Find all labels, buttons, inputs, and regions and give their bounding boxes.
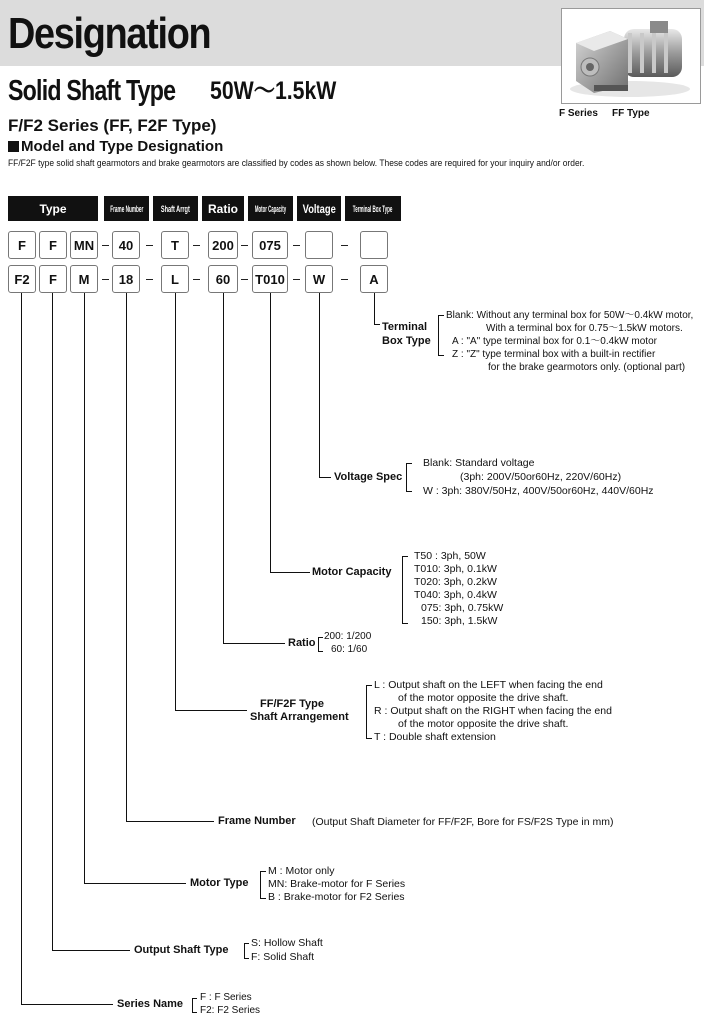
code-box-voltage-example1 bbox=[305, 231, 333, 259]
separator-dash bbox=[146, 279, 153, 280]
separator-dash bbox=[102, 245, 109, 246]
gearmotor-image bbox=[562, 9, 700, 103]
terminal-label-1: Terminal bbox=[382, 321, 428, 333]
series-name-label: Series Name bbox=[117, 998, 184, 1010]
shaft-line-1: L : Output shaft on the LEFT when facing the end bbox=[374, 679, 603, 691]
capacity-line-2: T010: 3ph, 0.1kW bbox=[414, 563, 497, 575]
code-box-terminal-example1 bbox=[360, 231, 388, 259]
connector-output-shaft bbox=[52, 293, 53, 950]
series-name-line-2: F2: F2 Series bbox=[200, 1005, 261, 1016]
ratio-line-1: 200: 1/200 bbox=[324, 631, 372, 642]
code-box-ratio-example1: 200 bbox=[208, 231, 238, 259]
code-box-frame-example2: 18 bbox=[112, 265, 140, 293]
separator-dash bbox=[241, 279, 248, 280]
connector-capacity bbox=[270, 293, 271, 572]
ratio-label: Ratio bbox=[288, 637, 316, 649]
shaft-bracket bbox=[366, 685, 372, 739]
terminal-label-2: Box Type bbox=[382, 335, 431, 347]
voltage-bracket bbox=[406, 463, 412, 492]
code-box-shaft-arrgt-example2: L bbox=[161, 265, 189, 293]
code-box-series-example1: F bbox=[8, 231, 36, 259]
shaft-type-title: Solid Shaft Type bbox=[8, 75, 176, 107]
power-range: 50W〜1.5kW bbox=[210, 77, 337, 105]
connector-shaft-arrgt-leader bbox=[175, 710, 247, 711]
capacity-line-4: T040: 3ph, 0.4kW bbox=[414, 589, 497, 601]
frame-label: Frame Number bbox=[218, 815, 296, 827]
connector-motor-type bbox=[84, 293, 85, 883]
connector-terminal bbox=[374, 293, 375, 324]
ratio-line-2: 60: 1/60 bbox=[331, 644, 368, 655]
code-box-voltage-example2: W bbox=[305, 265, 333, 293]
separator-dash bbox=[241, 245, 248, 246]
voltage-label: Voltage Spec bbox=[334, 471, 403, 483]
capacity-line-5: 075: 3ph, 0.75kW bbox=[421, 602, 504, 614]
bullet-square-icon bbox=[8, 141, 19, 152]
capacity-line-3: T020: 3ph, 0.2kW bbox=[414, 576, 497, 588]
code-box-shaft-example1: F bbox=[39, 231, 67, 259]
capacity-bracket bbox=[402, 556, 408, 624]
separator-dash bbox=[341, 245, 348, 246]
ratio-bracket bbox=[318, 637, 323, 652]
voltage-line-2: (3ph: 200V/50or60Hz, 220V/60Hz) bbox=[460, 471, 622, 483]
capacity-line-1: T50 : 3ph, 50W bbox=[414, 550, 486, 562]
voltage-line-3: W : 3ph: 380V/50Hz, 400V/50or60Hz, 440V/60Hz bbox=[423, 485, 654, 497]
connector-shaft-arrgt bbox=[175, 293, 176, 710]
shaft-label-2: Shaft Arrangement bbox=[250, 711, 349, 723]
connector-frame-leader bbox=[126, 821, 214, 822]
code-box-terminal-example2: A bbox=[360, 265, 388, 293]
separator-dash bbox=[193, 279, 200, 280]
series-title: F/F2 Series (FF, F2F Type) bbox=[8, 116, 217, 135]
code-box-motor-type-example2: M bbox=[70, 265, 98, 293]
model-heading-text: Model and Type Designation bbox=[21, 138, 224, 155]
product-photo bbox=[561, 8, 701, 104]
connector-voltage-leader bbox=[319, 477, 331, 478]
intro-text: FF/F2F type solid shaft gearmotors and brake gearmotors are classified by codes as shown below. These codes are required for your inquiry and/or order. bbox=[8, 158, 585, 168]
series-name-bracket bbox=[192, 998, 197, 1013]
model-heading bbox=[8, 138, 223, 155]
code-box-series-example2: F2 bbox=[8, 265, 36, 293]
code-box-capacity-example1: 075 bbox=[252, 231, 288, 259]
shaft-line-3: R : Output shaft on the RIGHT when facing the end bbox=[374, 705, 612, 717]
header-ratio: Ratio bbox=[202, 196, 244, 221]
code-box-ratio-example2: 60 bbox=[208, 265, 238, 293]
separator-dash bbox=[341, 279, 348, 280]
terminal-line-5: for the brake gearmotors only. (optional part) bbox=[488, 362, 686, 373]
output-shaft-line-1: S: Hollow Shaft bbox=[251, 937, 323, 949]
motor-type-label: Motor Type bbox=[190, 877, 249, 889]
page-title: Designation bbox=[8, 9, 211, 58]
terminal-line-4: Z : "Z" type terminal box with a built-in rectifier bbox=[452, 349, 656, 360]
connector-output-shaft-leader bbox=[52, 950, 130, 951]
connector-series-leader bbox=[21, 1004, 113, 1005]
terminal-bracket bbox=[438, 315, 444, 356]
series-name-line-1: F : F Series bbox=[200, 992, 252, 1003]
connector-series bbox=[21, 293, 22, 1004]
motor-type-line-1: M : Motor only bbox=[268, 865, 335, 877]
shaft-label-1: FF/F2F Type bbox=[260, 698, 324, 710]
header-voltage: Voltage bbox=[297, 196, 341, 221]
motor-type-line-3: B : Brake-motor for F2 Series bbox=[268, 891, 405, 903]
photo-caption-type: FF Type bbox=[612, 108, 650, 119]
connector-motor-type-leader bbox=[84, 883, 186, 884]
connector-ratio bbox=[223, 293, 224, 643]
output-shaft-label: Output Shaft Type bbox=[134, 944, 229, 956]
photo-caption-series: F Series bbox=[559, 108, 598, 119]
output-shaft-line-2: F: Solid Shaft bbox=[251, 951, 315, 963]
frame-note: (Output Shaft Diameter for FF/F2F, Bore for FS/F2S Type in mm) bbox=[312, 816, 614, 828]
capacity-label: Motor Capacity bbox=[312, 566, 392, 578]
connector-terminal-leader bbox=[374, 324, 380, 325]
motor-type-line-2: MN: Brake-motor for F Series bbox=[268, 878, 406, 890]
code-box-shaft-arrgt-example1: T bbox=[161, 231, 189, 259]
header-type: Type bbox=[8, 196, 98, 221]
shaft-line-5: T : Double shaft extension bbox=[374, 731, 496, 743]
connector-voltage bbox=[319, 293, 320, 477]
connector-capacity-leader bbox=[270, 572, 310, 573]
header-terminal-box-type: Terminal Box Type bbox=[345, 196, 401, 221]
shaft-line-4: of the motor opposite the drive shaft. bbox=[398, 718, 569, 730]
header-frame-number: Frame Number bbox=[104, 196, 149, 221]
shaft-line-2: of the motor opposite the drive shaft. bbox=[398, 692, 569, 704]
connector-ratio-leader bbox=[223, 643, 285, 644]
code-box-shaft-example2: F bbox=[39, 265, 67, 293]
code-box-frame-example1: 40 bbox=[112, 231, 140, 259]
code-box-motor-type-example1: MN bbox=[70, 231, 98, 259]
output-shaft-bracket bbox=[244, 943, 249, 959]
connector-frame bbox=[126, 293, 127, 821]
motor-type-bracket bbox=[260, 871, 266, 899]
header-shaft-arrgt: Shaft Arrgt bbox=[153, 196, 198, 221]
capacity-line-6: 150: 3ph, 1.5kW bbox=[421, 615, 498, 627]
voltage-line-1: Blank: Standard voltage bbox=[423, 457, 535, 469]
separator-dash bbox=[193, 245, 200, 246]
code-box-capacity-example2: T010 bbox=[252, 265, 288, 293]
terminal-line-2: With a terminal box for 0.75〜1.5kW motors. bbox=[486, 323, 683, 334]
terminal-line-1: Blank: Without any terminal box for 50W〜0.4kW motor, bbox=[446, 310, 694, 321]
separator-dash bbox=[146, 245, 153, 246]
header-motor-capacity: Motor Capacity bbox=[248, 196, 293, 221]
separator-dash bbox=[102, 279, 109, 280]
terminal-line-3: A : "A" type terminal box for 0.1〜0.4kW motor bbox=[452, 336, 657, 347]
separator-dash bbox=[293, 279, 300, 280]
separator-dash bbox=[293, 245, 300, 246]
